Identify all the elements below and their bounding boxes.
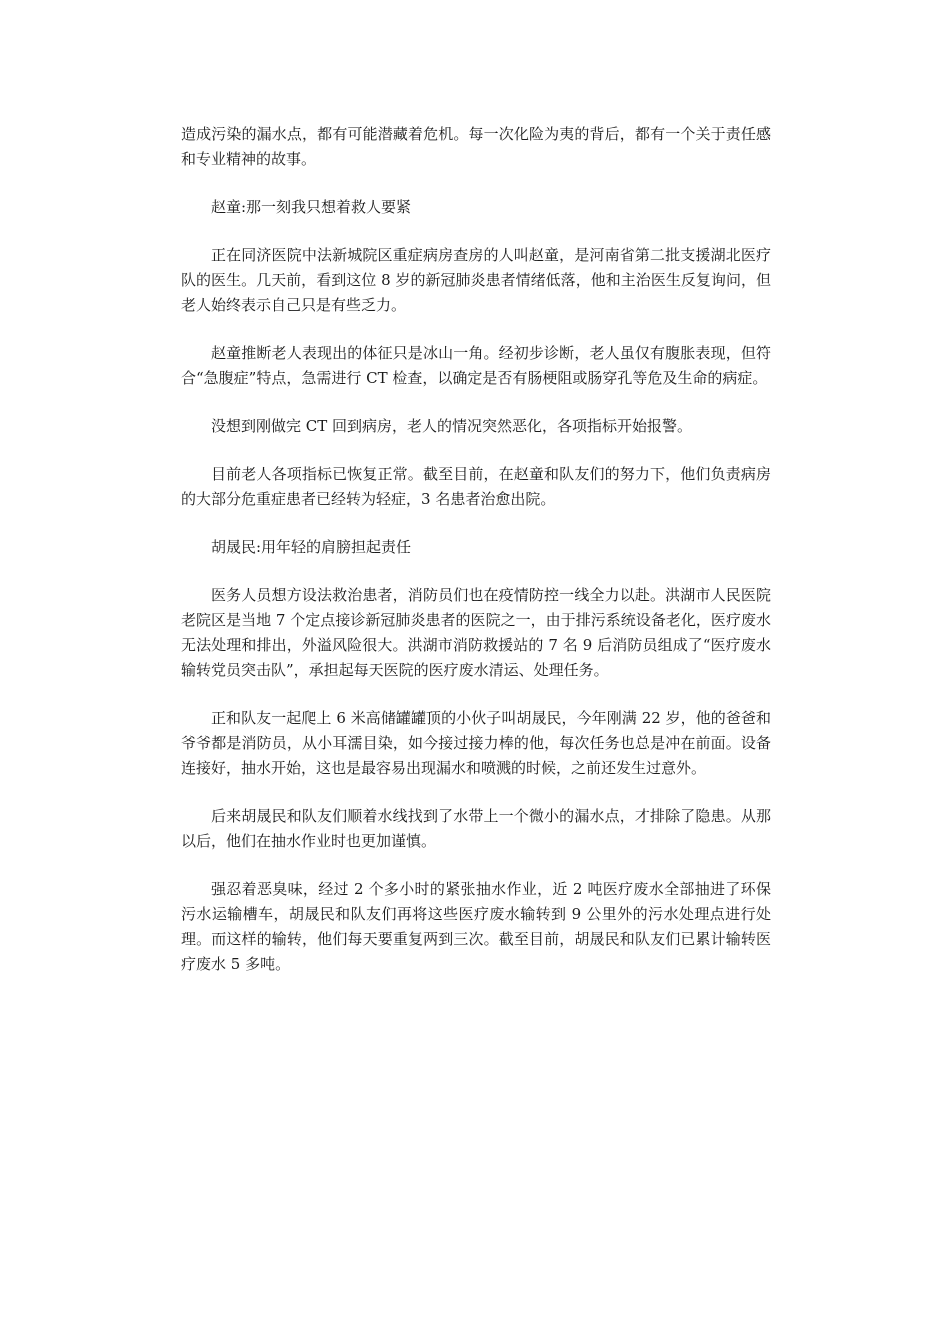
paragraph-6: 目前老人各项指标已恢复正常。截至目前，在赵童和队友们的努力下，他们负责病房的大部分危重症患者已经转为轻症，3 名患者治愈出院。 bbox=[181, 465, 771, 508]
paragraph-11: 强忍着恶臭味，经过 2 个多小时的紧张抽水作业，近 2 吨医疗废水全部抽进了环保污水运输槽车，胡晟民和队友们再将这些医疗废水输转到 9 公里外的污水处理点进行处理。而这样的输转，他们每天要重复两到三次。截至目前，胡晟民和队友们已累计输转医疗废水 5 多吨。 bbox=[181, 880, 771, 973]
paragraph-8: 医务人员想方设法救治患者，消防员们也在疫情防控一线全力以赴。洪湖市人民医院老院区是当地 7 个定点接诊新冠肺炎患者的医院之一，由于排污系统设备老化，医疗废水无法处理和排出，外溢风险很大。洪湖市消防救援站的 7 名 9 后消防员组成了“医疗废水输转党员突击队”，承担起每天医院的医疗废水清运、处理任务。 bbox=[181, 586, 771, 679]
paragraph-5: 没想到刚做完 CT 回到病房，老人的情况突然恶化，各项指标开始报警。 bbox=[211, 417, 693, 435]
paragraph-3: 正在同济医院中法新城院区重症病房查房的人叫赵童，是河南省第二批支援湖北医疗队的医生。几天前，看到这位 8 岁的新冠肺炎患者情绪低落，他和主治医生反复询问，但老人始终表示自己只是有些乏力。 bbox=[181, 246, 771, 314]
section-heading-hu-shengmin: 胡晟民:用年轻的肩膀担起责任 bbox=[211, 538, 412, 556]
paragraph-4: 赵童推断老人表现出的体征只是冰山一角。经初步诊断，老人虽仅有腹胀表现，但符合“急腹症”特点，急需进行 CT 检查，以确定是否有肠梗阻或肠穿孔等危及生命的病症。 bbox=[181, 344, 771, 387]
paragraph-1: 造成污染的漏水点，都有可能潜藏着危机。每一次化险为夷的背后，都有一个关于责任感和专业精神的故事。 bbox=[181, 125, 771, 168]
paragraph-10: 后来胡晟民和队友们顺着水线找到了水带上一个微小的漏水点，才排除了隐患。从那以后，他们在抽水作业时也更加谨慎。 bbox=[181, 807, 771, 850]
section-heading-zhao-tong: 赵童:那一刻我只想着救人要紧 bbox=[211, 198, 412, 216]
paragraph-9: 正和队友一起爬上 6 米高储罐罐顶的小伙子叫胡晟民，今年刚满 22 岁，他的爸爸和爷爷都是消防员，从小耳濡目染，如今接过接力棒的他，每次任务也总是冲在前面。设备连接好，抽水开始，这也是最容易出现漏水和喷溅的时候，之前还发生过意外。 bbox=[181, 709, 771, 777]
article-body bbox=[181, 122, 771, 1000]
